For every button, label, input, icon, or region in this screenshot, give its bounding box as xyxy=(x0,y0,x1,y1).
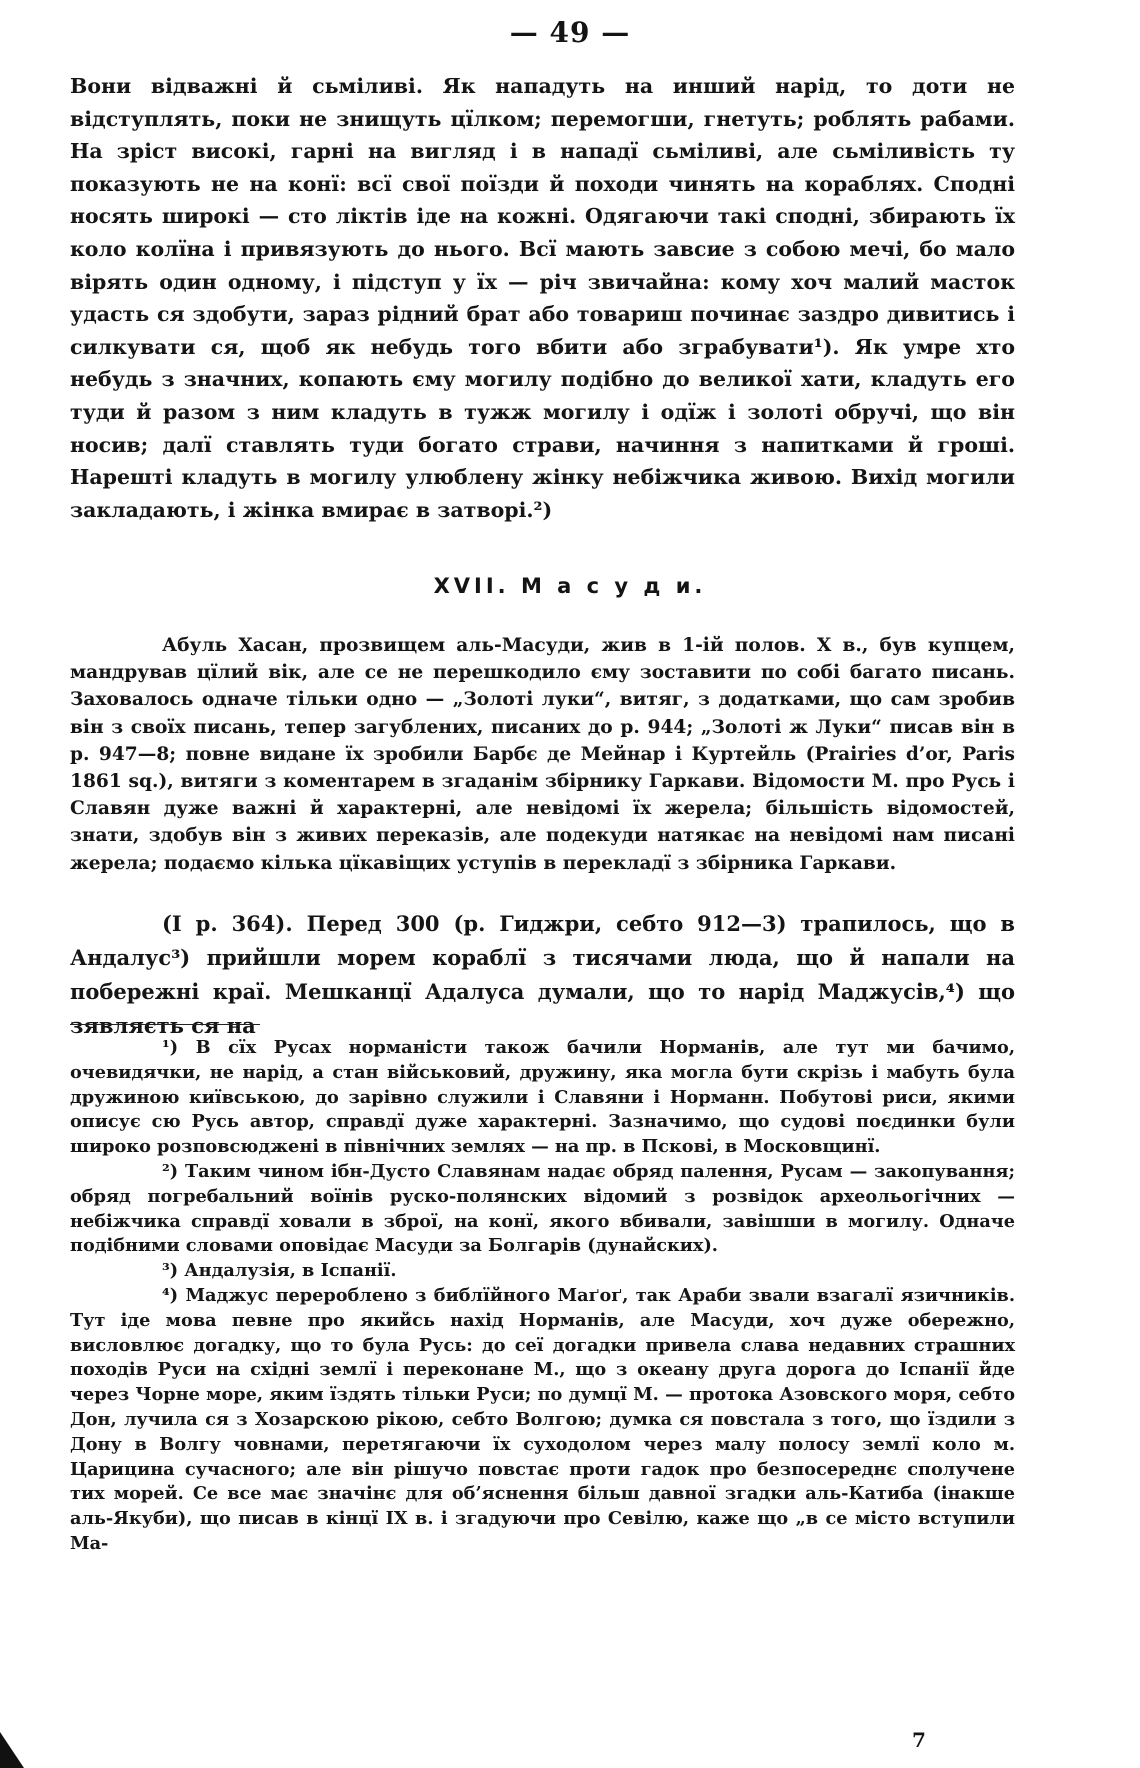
masudi-intro-paragraph: Абуль Хасан, прозвищем аль-Масуди, жив в 1-ій полов. X в., був купцем, мандрував цїлий вік, але се не перешкодило єму зоставити по собі багато писань. Заховалось одначе тільки одно — „Золоті луки“, витяг, з додатками, що сам зробив він з своїх писань, тепер загублених, писаних до р. 944; „Золоті ж Луки“ писав він в р. 947—8; повне видане їх зробили Барбє де Мейнар і Куртейль (Prairies d’or, Paris 1861 sq.), витяги з коментарем в згаданім збірнику Гаркави. Відомости М. про Русь і Славян дуже важні й характерні, але невідомі їх жерела; більшість відомостей, знати, здобув він з живих переказів, але подекуди натякає на невідомі нам писані жерела; подаємо кілька цїкавіщих уступів в перекладї з збірника Гаркави. xyxy=(70,635,1015,874)
signature-mark: 7 xyxy=(912,1728,926,1752)
scan-corner-mark xyxy=(0,1732,24,1768)
footnote-4: ⁴) Маджус перероблено з библїйного Маґоґ, так Араби звали взагалї язичників. Тут іде мова певне про якийсь нахід Норманів, але Масуди, хоч дуже обережно, висловлює догадку, що то була Русь: до сеї догадки привела слава недавних страшних походів Руси на східні землї і переконане М., що з океану друга дорога до Іспанії йде через Чорне море, яким їздять тільки Руси; по думцї М. — протока Азовского моря, себто Дон, лучила ся з Хозарскою рікою, себто Волгою; думка ся повстала з того, що їздили з Дону в Волгу човнами, перетягаючи їх суходолом через малу полосу землї коло м. Царицина сучасного; але він рішучо повстає проти гадок про безпосереднє сполучене тих морей. Се все має значінє для об’яснення більш давної згадки аль-Катиба (інакше аль-Якуби), що писав в кінцї IX в. і згадуючи про Севілю, каже що „в се місто вступили Ма- xyxy=(70,1284,1015,1554)
page-number: — 49 — xyxy=(509,16,631,49)
footnote-3: ³) Андалузія, в Іспанії. xyxy=(162,1260,397,1282)
section-title: XVII. М а с у д и. xyxy=(433,574,707,598)
masudi-quote-paragraph: (I р. 364). Перед 300 (р. Гиджри, себто 912—3) трапилось, що в Андалус³) прийшли морем кораблї з тисячами люда, що й напали на побережні краї. Мешканцї Адалуса думали, що то нарід Маджусів,⁴) що зявляєть ся на xyxy=(70,911,1015,1038)
footnotes xyxy=(70,1036,1015,1557)
footnote-divider xyxy=(70,1024,260,1025)
footnote-2: ²) Таким чином ібн-Дусто Славянам надає обряд палення, Русам — закопування; обряд погребальний воїнів руско-полянских відомий з розвідок археольогічних — небіжчика справдї ховали в зброї, на конї, якого вбивали, завішши в могилу. Одначе подібними словами оповідає Масуди за Болгарів (дунайских). xyxy=(70,1160,1015,1257)
footnote-1: ¹) В сїх Русах норманісти також бачили Норманів, але тут ми бачимо, очевидячки, не нарід, а стан військовий, дружину, яка могла бути скрізь і мабуть була дружиною київською, до зарівно служили і Славяни і Норманн. Побутові риси, якими описує сю Русь автор, справдї дуже характерні. Зазначимо, що судові поєдинки були широко розповсюджені в північних землях — на пр. в Пскові, в Московщинї. xyxy=(70,1037,1015,1158)
intro-paragraph: Вони відважні й сьміливі. Як нападуть на инший нарід, то доти не відступлять, поки не знищуть цїлком; перемогши, гнетуть; роблять рабами. На зріст високі, гарні на вигляд і в нападї сьміливі, але сьміливість ту показують не на конї: всї свої поїзди й походи чинять на кораблях. Сподні носять широкі — сто ліктів іде на кожні. Одягаючи такі сподні, збирають їх коло колїна і привязують до нього. Всї мають завсие з собою мечі, бо мало вірять один одному, і підступ у їх — річ звичайна: кому хоч малий масток удасть ся здобути, зараз рідний брат або товариш починає заздро дивитись і силкувати ся, щоб як небудь того вбити або зграбувати¹). Як умре хто небудь з значних, копають єму могилу подібно до великої хати, кладуть его туди й разом з ним кладуть в тужж могилу і одїж і золоті обручі, що він носив; далї ставлять туди богато страви, начиння з напитками й гроші. Нарешті кладуть в могилу улюблену жінку небіжчика живою. Вихід могили закладають, і жінка вмирає в затворі.²) xyxy=(70,74,1015,522)
